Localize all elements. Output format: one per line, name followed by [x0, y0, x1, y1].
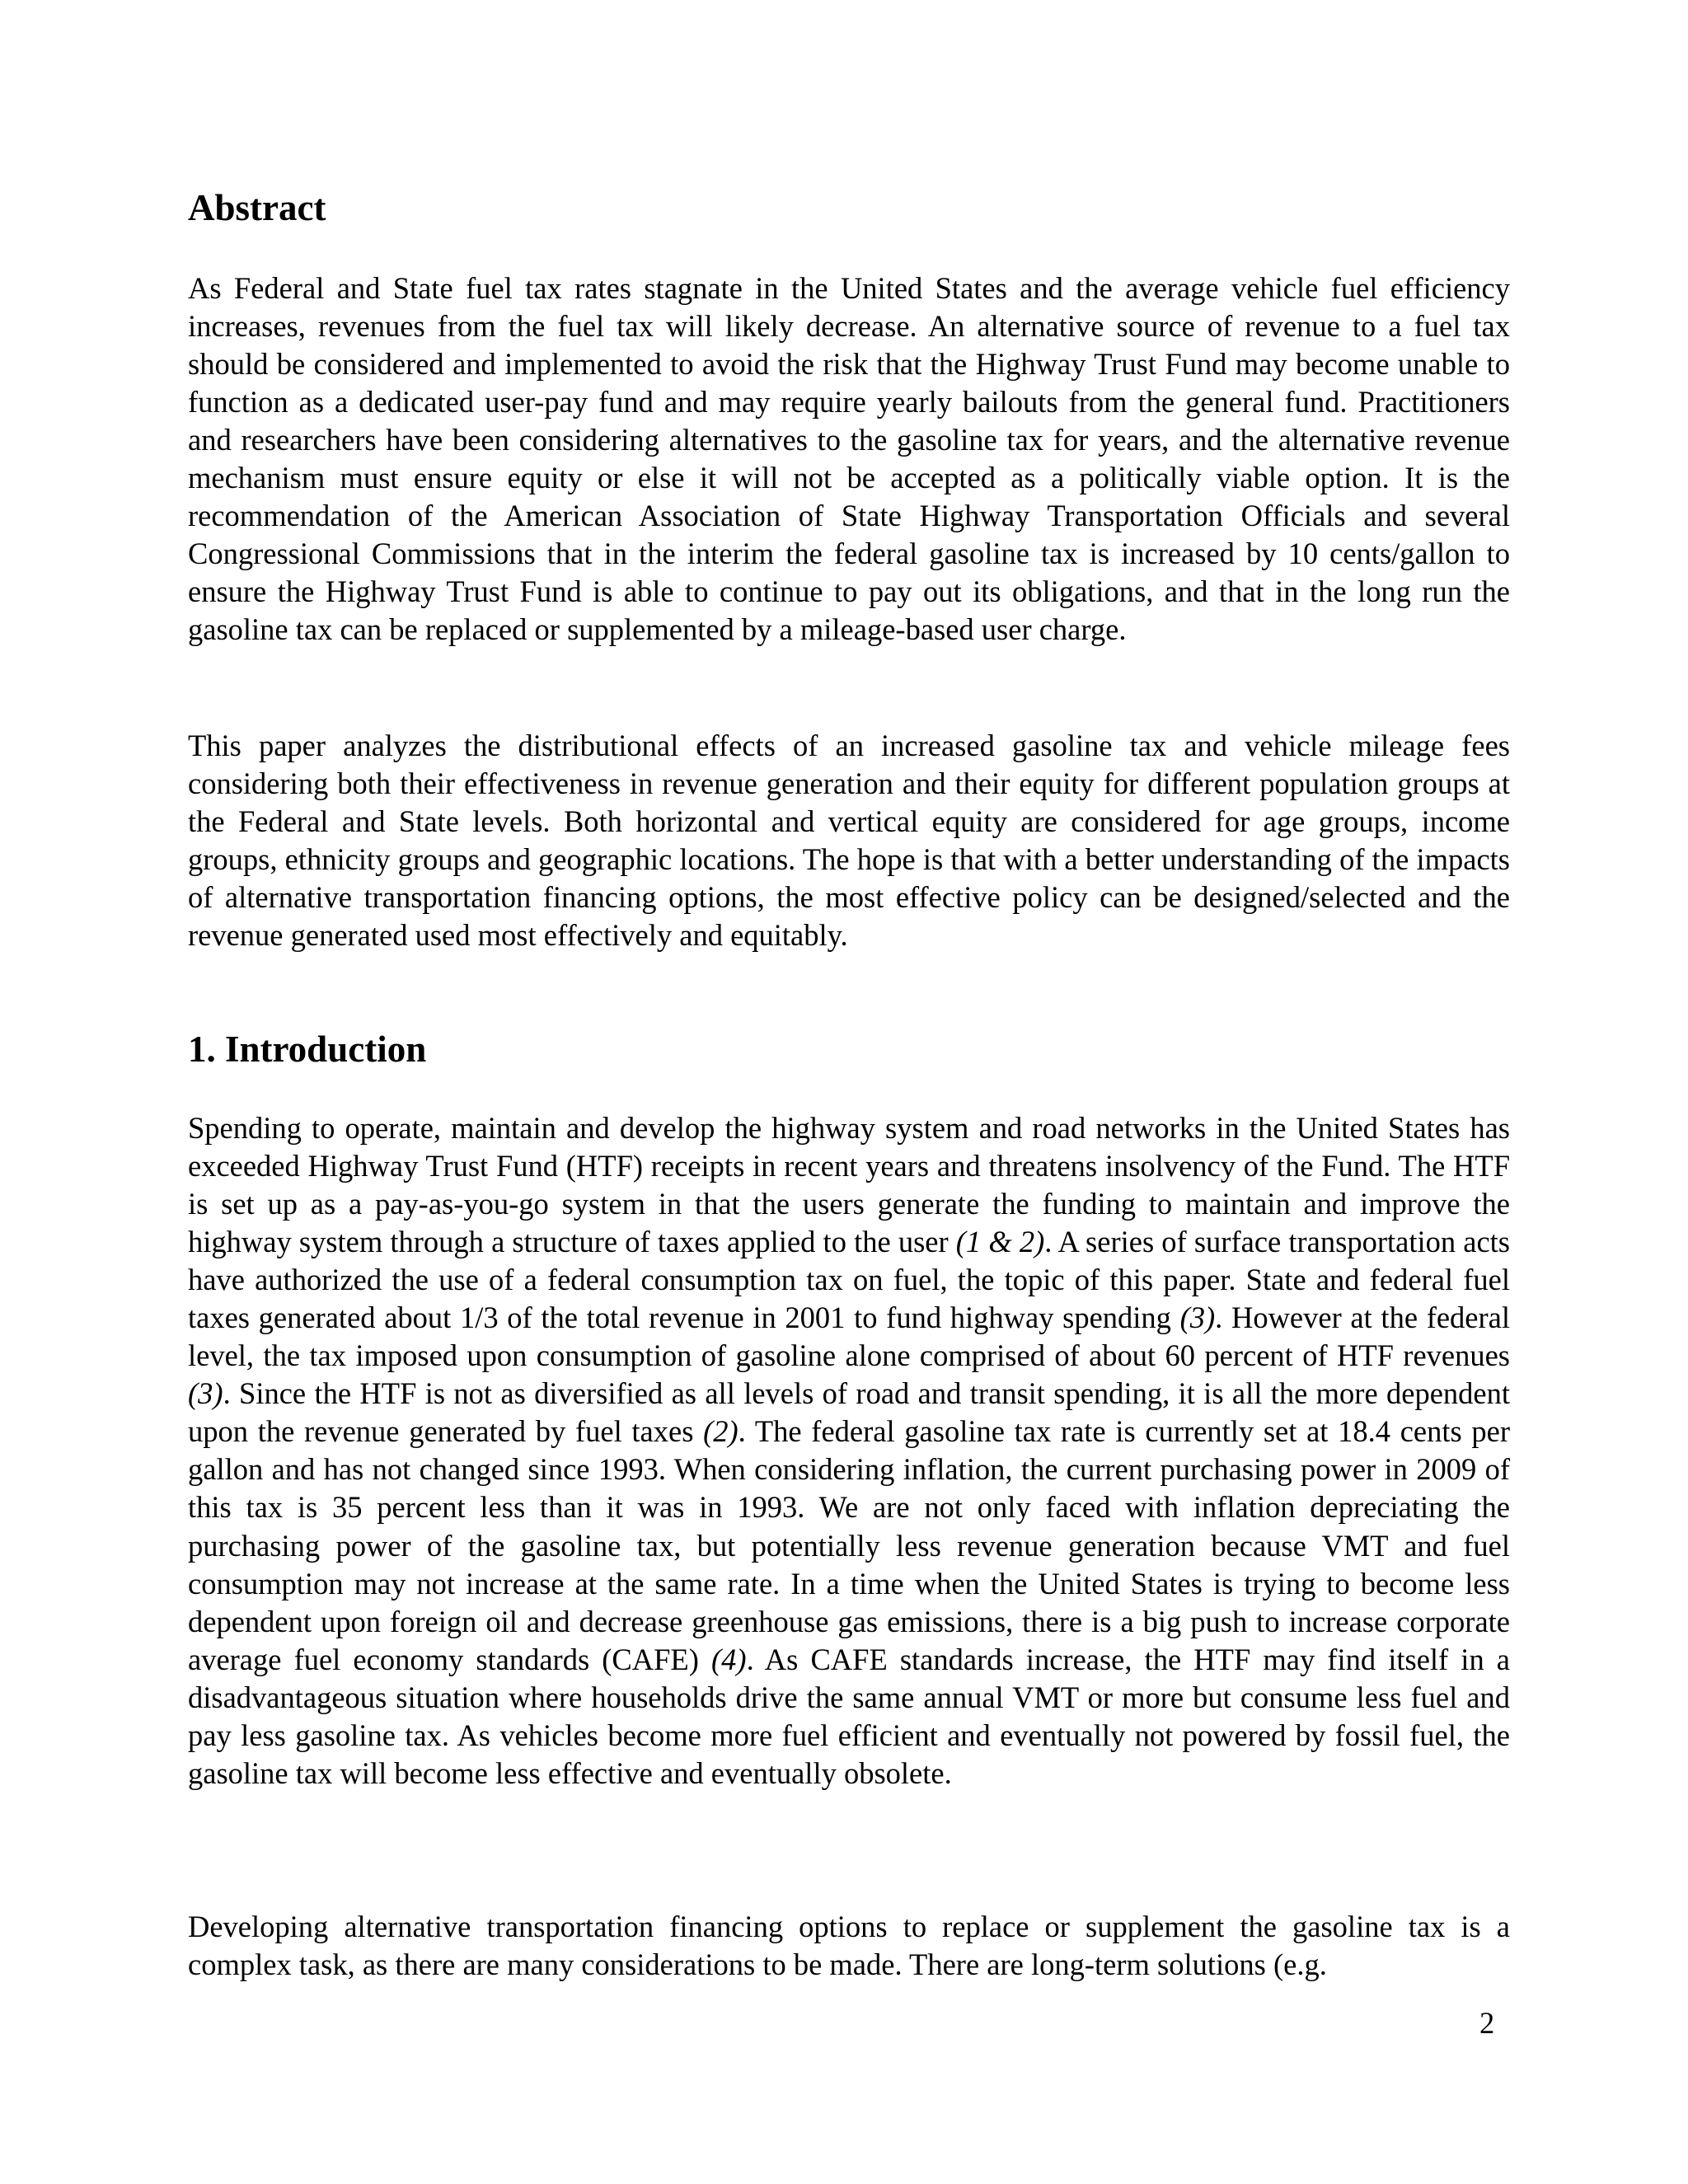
introduction-heading: 1. Introduction — [188, 1029, 427, 1070]
intro-text-segment: . A series of surface transportation acts have authorized the use of a federal consumption tax on fuel, the topic of this paper. State and federal fuel taxes generated about 1/3 of the total revenue in 2001 to fund highway spending — [188, 1225, 1510, 1335]
citation: (3) — [188, 1376, 223, 1411]
intro-text-segment: Spending to operate, maintain and develop the highway system and road networks in the United States has exceeded Highway Trust Fund (HTF) receipts in recent years and threatens insolvency of the Fund. The HTF is set up as a pay-as-you-go system in that the users generate the funding to maintain and improve the highway system through a structure of taxes applied to the user — [188, 1111, 1510, 1259]
intro-text-segment: . However at the federal level, the tax imposed upon consumption of gasoline alone comprised of about 60 percent of HTF revenues — [188, 1301, 1510, 1373]
abstract-heading: Abstract — [188, 187, 326, 228]
intro-text-segment: . The federal gasoline tax rate is currently set at 18.4 cents per gallon and has not changed since 1993. When considering inflation, the current purchasing power in 2009 of this tax is 35 percent less than it was in 1993. We are not only faced with inflation depreciating the purchasing power of the gasoline tax, but potentially less revenue generation because VMT and fuel consumption may not increase at the same rate. In a time when the United States is trying to become less dependent upon foreign oil and decrease greenhouse gas emissions, there is a big push to increase corporate average fuel economy standards (CAFE) — [188, 1414, 1510, 1676]
intro-text-segment: . As CAFE standards increase, the HTF may find itself in a disadvantageous situation where households drive the same annual VMT or more but consume less fuel and pay less gasoline tax. As vehicles become more fuel efficient and eventually not powered by fossil fuel, the gasoline tax will become less effective and eventually obsolete. — [188, 1642, 1510, 1790]
citation: (1 & 2) — [955, 1225, 1045, 1259]
introduction-paragraph-1 — [188, 1109, 1510, 1793]
citation: (3) — [1179, 1301, 1216, 1335]
abstract-paragraph-2: This paper analyzes the distributional effects of an increased gasoline tax and vehicle mileage fees considering both their effectiveness in revenue generation and their equity for different population groups at the Federal and State levels. Both horizontal and vertical equity are considered for age groups, income groups, ethnicity groups and geographic locations. The hope is that with a better understanding of the impacts of alternative transportation financing options, the most effective policy can be designed/selected and the revenue generated used most effectively and equitably. — [188, 729, 1510, 953]
citation: (4) — [711, 1642, 747, 1676]
citation: (2) — [703, 1414, 738, 1449]
intro-text-segment: . Since the HTF is not as diversified as all levels of road and transit spending, it is all the more dependent upon the revenue generated by fuel taxes — [188, 1376, 1510, 1449]
abstract-paragraph-1: As Federal and State fuel tax rates stagnate in the United States and the average vehicle fuel efficiency increases, revenues from the fuel tax will likely decrease. An alternative source of revenue to a fuel tax should be considered and implemented to avoid the risk that the Highway Trust Fund may become unable to function as a dedicated user-pay fund and may require yearly bailouts from the general fund. Practitioners and researchers have been considering alternatives to the gasoline tax for years, and the alternative revenue mechanism must ensure equity or else it will not be accepted as a politically viable option. It is the recommendation of the American Association of State Highway Transportation Officials and several Congressional Commissions that in the interim the federal gasoline tax is increased by 10 cents/gallon to ensure the Highway Trust Fund is able to continue to pay out its obligations, and that in the long run the gasoline tax can be replaced or supplemented by a mileage-based user charge. — [188, 271, 1510, 647]
page-number: 2 — [1479, 2006, 1495, 2040]
introduction-paragraph-2: Developing alternative transportation financing options to replace or supplement the gasoline tax is a complex task, as there are many considerations to be made. There are long-term solutions (e.g. — [188, 1910, 1510, 1982]
